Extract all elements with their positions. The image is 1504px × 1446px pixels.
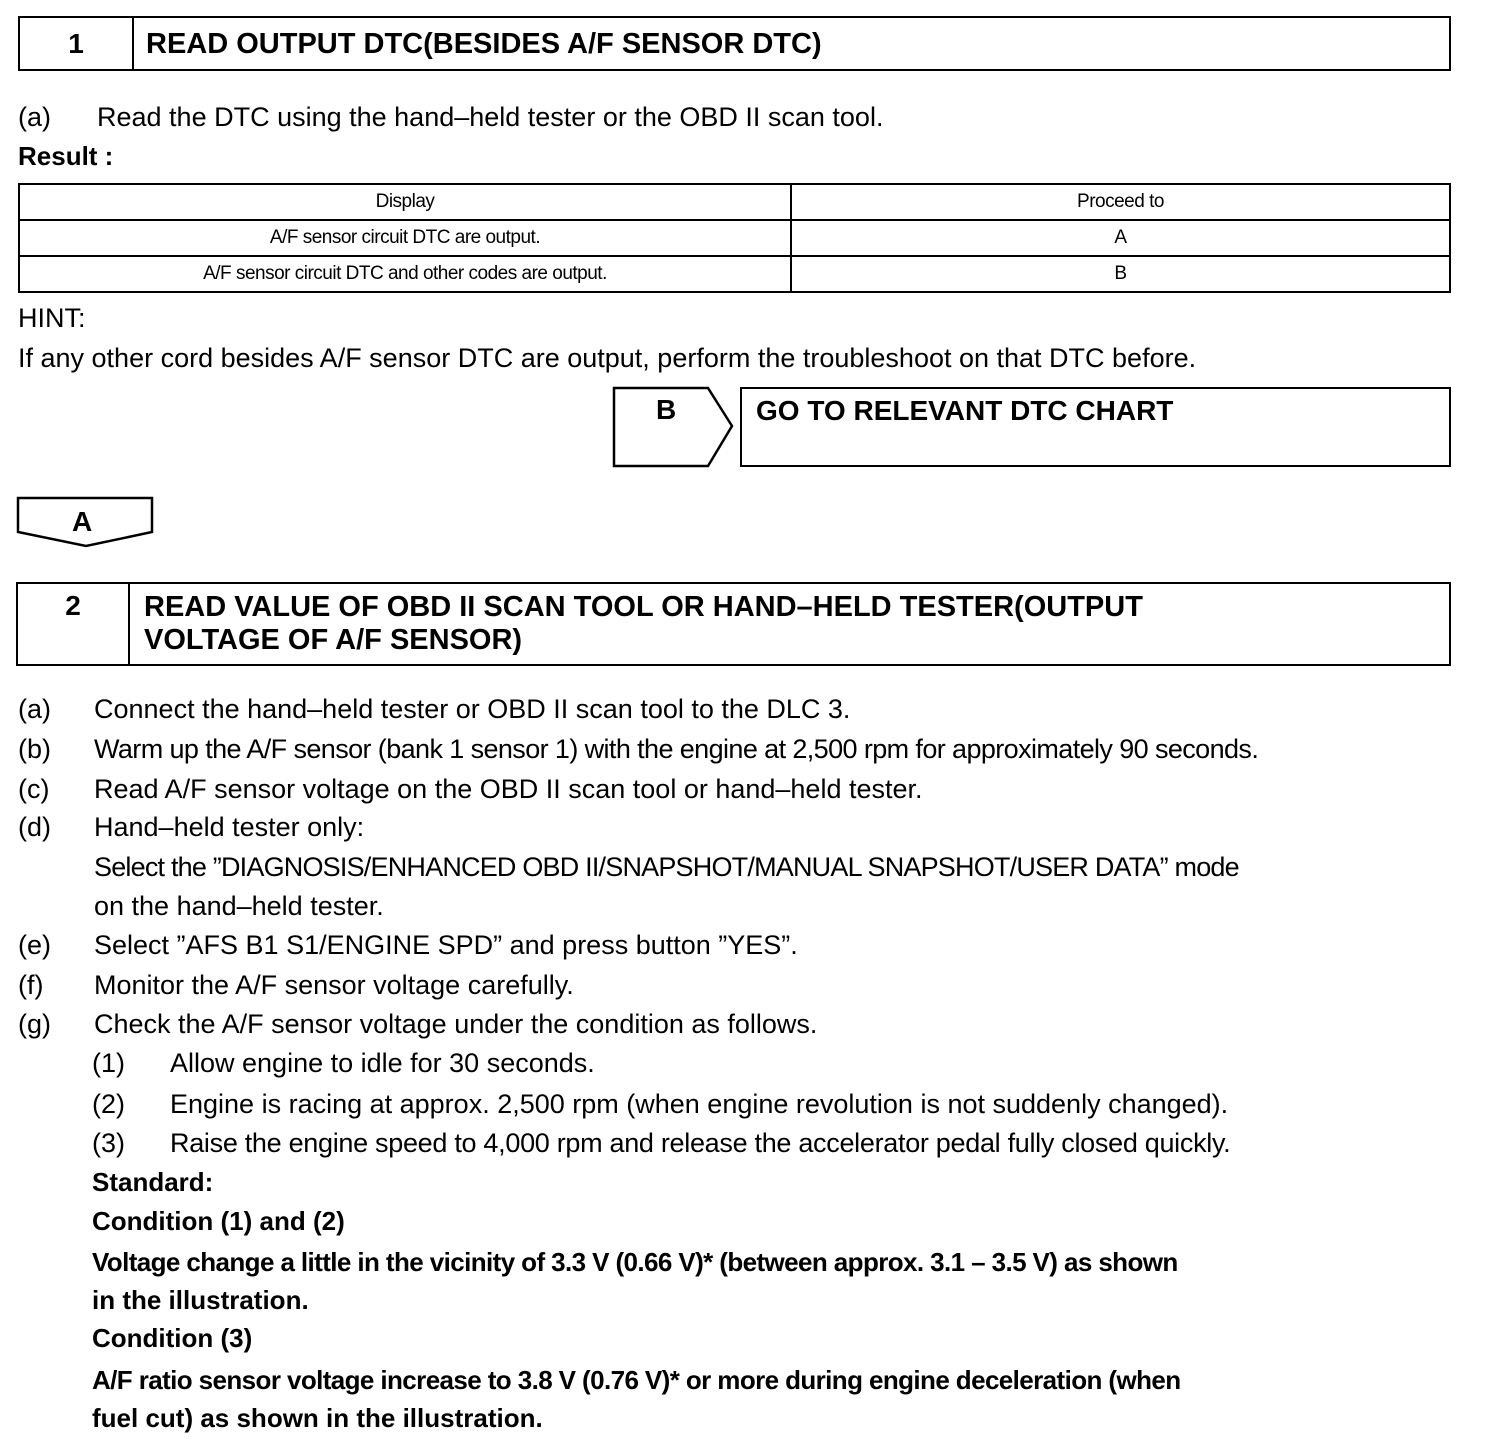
subitem-label: (1)	[92, 1048, 125, 1078]
table-header-row	[19, 184, 1450, 220]
table-row	[19, 256, 1450, 292]
item-label: (g)	[18, 1009, 51, 1039]
instruction-label: (a)	[18, 102, 51, 132]
condition-1-2-label: Condition (1) and (2)	[92, 1206, 345, 1236]
item-text: Check the A/F sensor voltage under the condition as follows.	[94, 1009, 818, 1039]
condition-3-label: Condition (3)	[92, 1323, 253, 1353]
item-text: Connect the hand–held tester or OBD II scan tool to the DLC 3.	[94, 694, 851, 724]
hint-text: If any other cord besides A/F sensor DTC are output, perform the troubleshoot on that DTC before.	[18, 343, 1197, 373]
step-title: READ OUTPUT DTC(BESIDES A/F SENSOR DTC)	[146, 28, 822, 60]
item-text-cont: Select the ”DIAGNOSIS/ENHANCED OBD II/SNAPSHOT/MANUAL SNAPSHOT/USER DATA” mode	[94, 852, 1239, 882]
item-label: (a)	[18, 694, 51, 724]
table-header: Proceed to	[791, 184, 1450, 220]
condition-3-text: A/F ratio sensor voltage increase to 3.8 V (0.76 V)* or more during engine deceleration (when	[92, 1365, 1181, 1395]
branch-b-label: B	[656, 394, 677, 425]
condition-1-2-text: Voltage change a little in the vicinity of 3.3 V (0.66 V)* (between approx. 3.1 – 3.5 V) as shown	[92, 1247, 1178, 1277]
table-cell: A/F sensor circuit DTC are output.	[19, 220, 791, 256]
step-number: 2	[18, 584, 130, 664]
condition-1-2-text-cont: in the illustration.	[92, 1285, 309, 1315]
table-cell: A	[791, 220, 1450, 256]
step-2-header	[16, 582, 1451, 666]
result-label: Result :	[18, 141, 114, 171]
subitem-label: (3)	[92, 1128, 125, 1158]
standard-label: Standard:	[92, 1167, 214, 1197]
result-table	[18, 183, 1451, 293]
item-text: Warm up the A/F sensor (bank 1 sensor 1) with the engine at 2,500 rpm for approximately 90 seconds.	[94, 734, 1259, 764]
subitem-text: Raise the engine speed to 4,000 rpm and release the accelerator pedal fully closed quickly.	[170, 1128, 1231, 1158]
instruction-text: Read the DTC using the hand–held tester or the OBD II scan tool.	[97, 102, 884, 132]
item-label: (d)	[18, 812, 51, 842]
branch-a-label: A	[72, 506, 93, 537]
item-text: Select ”AFS B1 S1/ENGINE SPD” and press button ”YES”.	[94, 930, 798, 960]
table-cell: B	[791, 256, 1450, 292]
item-text: Monitor the A/F sensor voltage carefully.	[94, 970, 574, 1000]
step-title-line-2: VOLTAGE OF A/F SENSOR)	[144, 624, 523, 656]
subitem-text: Engine is racing at approx. 2,500 rpm (when engine revolution is not suddenly changed).	[170, 1089, 1229, 1119]
table-row	[19, 220, 1450, 256]
table-cell: A/F sensor circuit DTC and other codes are output.	[19, 256, 791, 292]
item-text-cont: on the hand–held tester.	[94, 891, 384, 921]
step-1-header	[18, 16, 1451, 71]
subitem-label: (2)	[92, 1089, 125, 1119]
subitem-text: Allow engine to idle for 30 seconds.	[170, 1048, 595, 1078]
item-label: (e)	[18, 930, 51, 960]
item-label: (b)	[18, 734, 51, 764]
branch-b-action: GO TO RELEVANT DTC CHART	[756, 395, 1174, 426]
step-number: 1	[20, 18, 134, 69]
table-header: Display	[19, 184, 791, 220]
step-title-line-1: READ VALUE OF OBD II SCAN TOOL OR HAND–HELD TESTER(OUTPUT	[144, 591, 1143, 623]
branch-b-action-box	[740, 387, 1451, 467]
item-text: Read A/F sensor voltage on the OBD II scan tool or hand–held tester.	[94, 774, 923, 804]
item-text: Hand–held tester only:	[94, 812, 365, 842]
condition-3-text-cont: fuel cut) as shown in the illustration.	[92, 1403, 543, 1433]
item-label: (c)	[18, 774, 50, 804]
hint-label: HINT:	[18, 303, 86, 333]
item-label: (f)	[18, 970, 44, 1000]
